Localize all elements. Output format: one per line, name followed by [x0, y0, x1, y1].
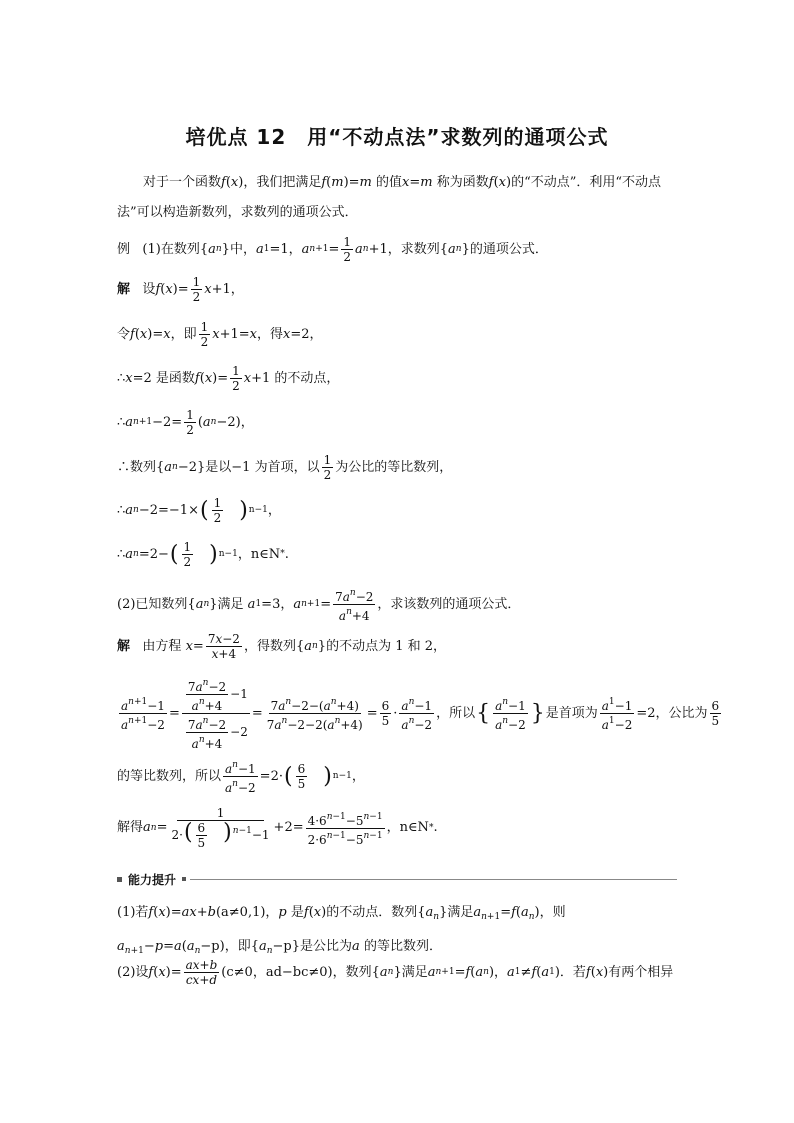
square-bullet-icon: [117, 877, 122, 882]
solution-2-line-2: $\frac{a^{n+1}-1}{a^{n+1}-2}$ = $\frac{7a^n-2}{a^n+4}$ −1 $\frac{7a^n-2}{a^n+4}$ −2 = $\frac{7a^n-2-(a^n+4)}{7a^n-2-2(a^n+4)}$ = $\frac{6}{5}$ · $\frac{a^n-1}{a^n-2}$ ，所以 { $\frac{a^n-1}{a^n-2}$ } 是首项为 $\frac{a^1-1}{a^1-2}$ =2，公比为 $\frac{6}{5}$: [121, 678, 720, 751]
point-1-paragraph: (1)若f(x)=ax+b(a≠0,1)，p 是f(x)的不动点．数列$\{a_n\}$满足$a_{n+1}=f(a_n)$，则$a_{n+1}-p=a(a_n-p)$，即$\{a_n-p\}$是公比为a 的等比数列．: [117, 905, 566, 956]
intro-paragraph: 对于一个函数f(x)，我们把满足f(m)=m 的值x=m 称为函数f(x)的“不动点”．利用“不动点法”可以构造新数列，求数列的通项公式．: [117, 175, 662, 220]
small-square-icon: [182, 877, 186, 881]
solution-2-line-3: 的等比数列，所以 $\frac{a^n-1}{a^n-2}$ =2· ( $\frac{6}{5}$ ) n−1 ，: [117, 760, 365, 795]
solution-1-line-6: ∴ a n −2=−1× ( $\frac{1}{2}$ ) n−1 ，: [117, 496, 281, 525]
divider-line: [190, 879, 677, 880]
example-2-statement: (2)已知数列{ a n }满足 a 1 =3， a n+1 = $\frac{7a^n-2}{a^n+4}$ ，求该数列的通项公式．: [117, 588, 521, 623]
solution-1-line-1: 解 设 f ( x )= $\frac{1}{2}$ x +1，: [117, 275, 244, 304]
solution-1-line-7: ∴ a n =2− ( $\frac{1}{2}$ ) n−1 ，n∈N * .: [117, 540, 289, 569]
solution-1-line-2: 令 f ( x )= x ，即 $\frac{1}{2}$ x +1= x ，得 x =2，: [117, 320, 323, 349]
example-1-statement: 例 (1)在数列{ a n }中， a 1 =1， a n+1 = $\frac{1}{2}$ a n +1，求数列{ a n }的通项公式．: [117, 235, 548, 264]
section-header: 能力提升: [117, 872, 677, 886]
solution-2-line-4: 解得 a n = 1 2·( $\frac{6}{5}$ )$^{n-1}$−1 +2= $\frac{4\cdot 6^{n-1}-5^{n-1}}{2\cdot 6^{n-1}-5^{n-1}}$ ，n∈N * .: [117, 806, 438, 850]
solution-1-line-3: ∴ x =2 是函数 f ( x )= $\frac{1}{2}$ x +1 的不动点，: [117, 364, 340, 393]
page-title: 培优点 12 用“不动点法”求数列的通项公式: [185, 125, 609, 149]
solution-2-line-1: 解 由方程 x = $\frac{7x-2}{x+4}$ ，得数列{ a n }的不动点为 1 和 2，: [117, 632, 447, 661]
point-2-line: (2)设 f ( x )= $\frac{ax+b}{cx+d}$ (c≠0，ad−bc≠0)，数列{ a n }满足 a n+1 = f ( a n ) ， a 1 ≠ f ( a 1 ) ．若 f ( x ) 有两个相异: [117, 958, 674, 987]
solution-1-line-4: ∴ a n+1 −2= $\frac{1}{2}$ ( a n −2)，: [117, 408, 254, 437]
solution-1-line-5: ∴数列{ a n −2}是以−1 为首项，以 $\frac{1}{2}$ 为公比的等比数列，: [117, 453, 453, 482]
